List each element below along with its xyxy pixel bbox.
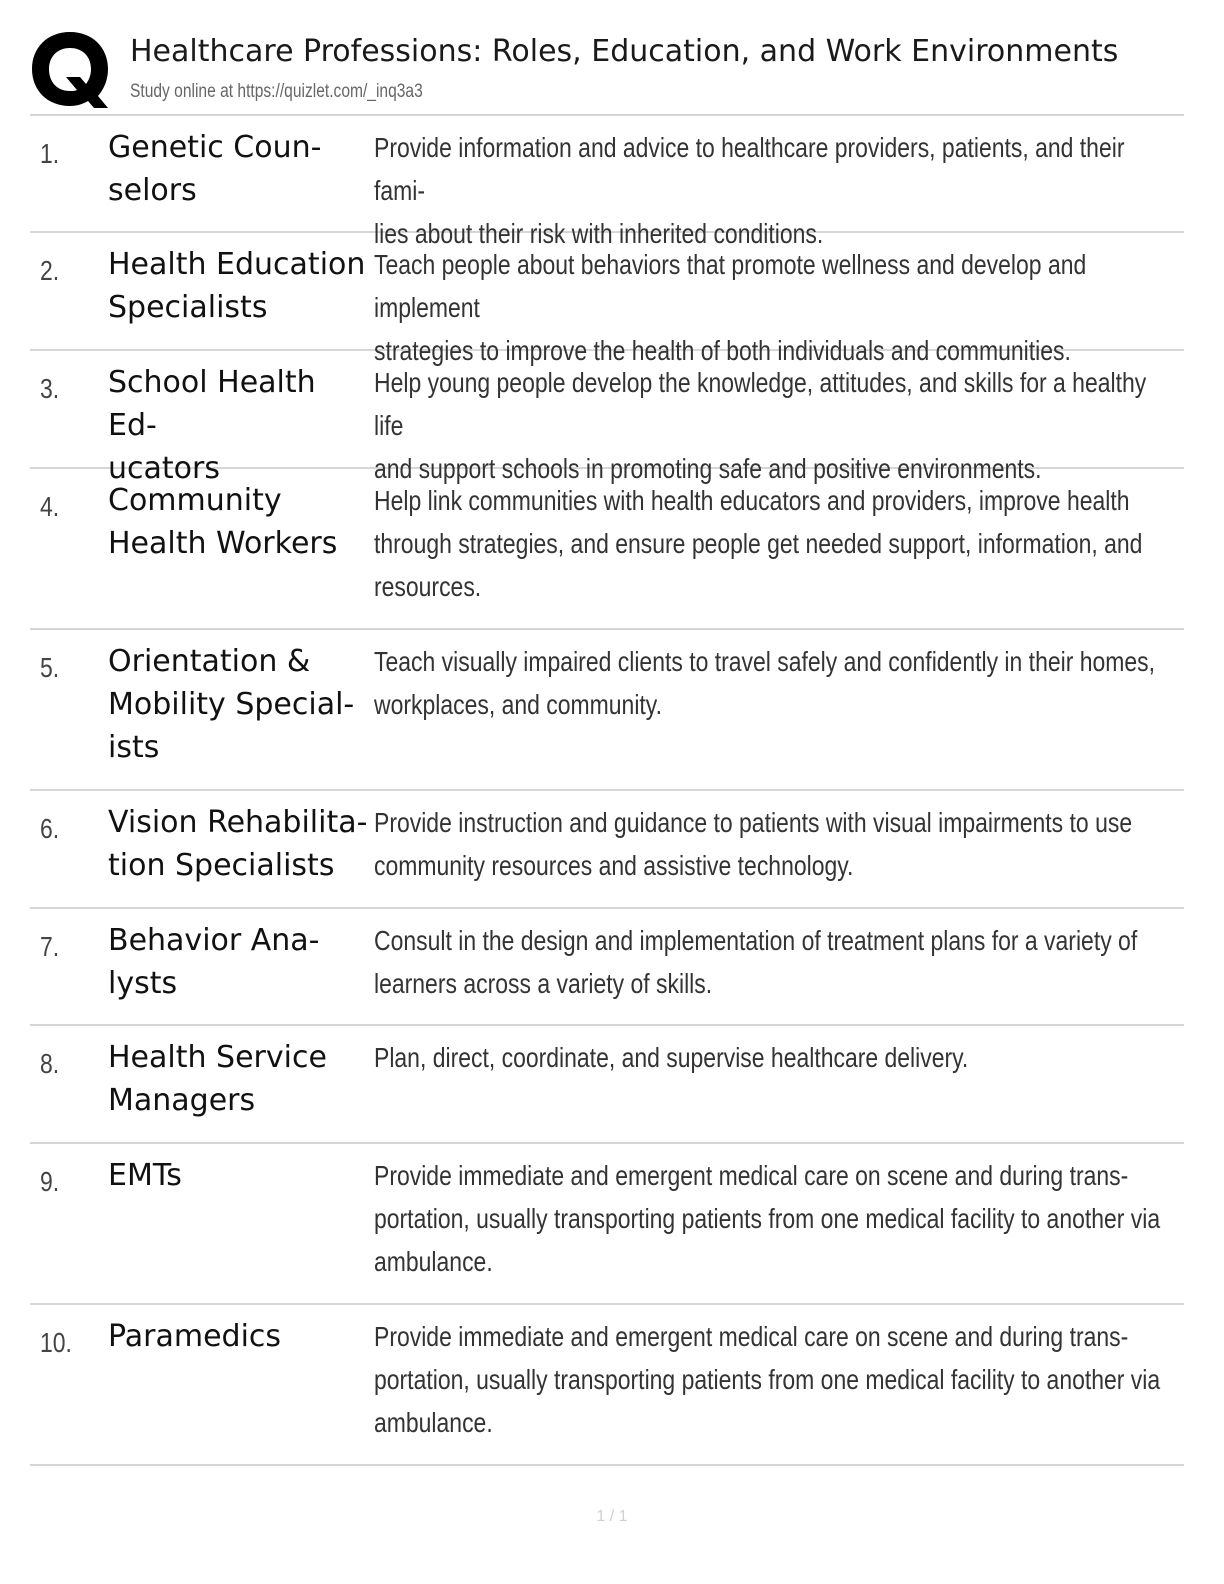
- page-number: 1 / 1: [596, 1508, 628, 1525]
- term-definition: Teach visually impaired clients to travel safely and confidently in their homes, workplaces, and community.: [374, 646, 1156, 720]
- term-definition: Help link communities with health educators and providers, improve health through strategies, and ensure people get needed support, information, and resources.: [374, 485, 1143, 602]
- term-row: [30, 233, 1184, 366]
- term-number: 1.: [40, 138, 60, 169]
- term-row: [30, 630, 1184, 791]
- term-definition: Help young people develop the knowledge, attitudes, and skills for a healthy life and support schools in promoting safe and positive environments.: [374, 367, 1147, 484]
- term-number: 6.: [40, 813, 60, 844]
- term-number: 10.: [40, 1327, 72, 1358]
- document-title: Healthcare Professions: Roles, Education, and Work Environments: [130, 34, 1119, 69]
- term-name: School Health Ed- ucators: [108, 365, 316, 486]
- term-definition: Teach people about behaviors that promote wellness and develop and implement strategies to improve the health of both individuals and communities.: [374, 249, 1087, 366]
- term-row: [30, 1144, 1184, 1305]
- term-name: Health Service Managers: [108, 1040, 327, 1118]
- terms-list: [30, 116, 1184, 1466]
- term-number: 3.: [40, 373, 60, 404]
- term-row: [30, 469, 1184, 630]
- term-definition: Plan, direct, coordinate, and supervise healthcare delivery.: [374, 1042, 969, 1073]
- term-definition: Provide immediate and emergent medical care on scene and during trans- portation, usually transporting patients from one medical facility to another via ambulance.: [374, 1160, 1161, 1277]
- term-name: Behavior Ana- lysts: [108, 923, 320, 1001]
- term-number: 5.: [40, 652, 60, 683]
- term-number: 2.: [40, 255, 60, 286]
- term-definition: Consult in the design and implementation of treatment plans for a variety of learners across a variety of skills.: [374, 925, 1138, 999]
- term-name: Orientation & Mobility Special- ists: [108, 644, 355, 765]
- term-number: 4.: [40, 491, 60, 522]
- term-name: Genetic Coun- selors: [108, 130, 322, 208]
- term-definition: Provide information and advice to healthcare providers, patients, and their fami- lies about their risk with inherited conditions.: [374, 132, 1125, 249]
- term-number: 9.: [40, 1166, 60, 1197]
- term-number: 7.: [40, 931, 60, 962]
- term-name: Health Education Specialists: [108, 247, 366, 325]
- study-online-link[interactable]: Study online at https://quizlet.com/_inq3a3: [130, 81, 423, 102]
- term-row: [30, 1305, 1184, 1466]
- term-row: [30, 351, 1184, 486]
- term-name: Vision Rehabilita- tion Specialists: [108, 805, 368, 883]
- term-definition: Provide instruction and guidance to patients with visual impairments to use community resources and assistive technology.: [374, 807, 1133, 881]
- term-name: EMTs: [108, 1158, 182, 1193]
- quizlet-logo-icon: [28, 28, 112, 112]
- term-row: [30, 1026, 1184, 1144]
- term-number: 8.: [40, 1048, 60, 1079]
- term-row: [30, 909, 1184, 1026]
- term-name: Paramedics: [108, 1319, 282, 1354]
- term-definition: Provide immediate and emergent medical care on scene and during trans- portation, usually transporting patients from one medical facility to another via ambulance.: [374, 1321, 1161, 1438]
- term-row: [30, 116, 1184, 249]
- term-name: Community Health Workers: [108, 483, 338, 561]
- term-row: [30, 791, 1184, 909]
